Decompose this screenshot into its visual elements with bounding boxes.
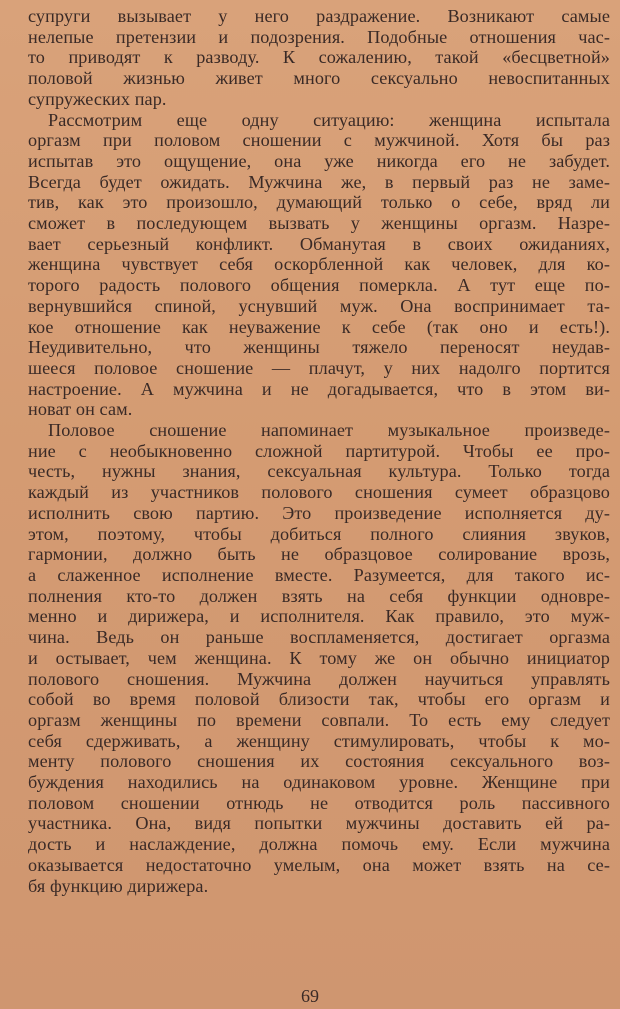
text-line: полового сношения. Мужчина должен научиться управлять [28, 668, 610, 689]
text-line: каждый из участников полового сношения сумеет образцово [28, 482, 610, 503]
text-line: Всегда будет ожидать. Мужчина же, в первый раз не заме- [28, 171, 610, 192]
text-line: испытав это ощущение, она уже никогда его не забудет. [28, 150, 610, 171]
text-line: нелепые претензии и подозрения. Подобные отношения час- [28, 26, 610, 47]
text-line: себя сдерживать, а женщину стимулировать, чтобы к мо- [28, 730, 610, 751]
text-line: бя функцию дирижера. [28, 875, 209, 896]
paragraph [28, 420, 610, 896]
text-line: женщина чувствует себя оскорбленной как человек, для ко- [28, 254, 610, 275]
text-line: оргазм женщины по времени совпали. То есть ему следует [28, 709, 610, 730]
text-line: гармонии, должно быть не образцовое солирование врозь, [28, 544, 610, 565]
text-line: оказывается недостаточно умелым, она может взять на се- [28, 854, 610, 875]
text-line: участника. Она, видя попытки мужчины доставить ей ра- [28, 813, 610, 834]
text-line: то приводят к разводу. К сожалению, такой «бесцветной» [28, 47, 610, 68]
text-line: супруги вызывает у него раздражение. Возникают самые [28, 6, 610, 26]
text-line: сможет в последующем вызвать у женщины оргазм. Назре- [28, 213, 610, 234]
page-number: 69 [301, 986, 319, 1006]
text-line: половой жизнью живет много сексуально невоспитанных [28, 68, 610, 89]
text-line: шееся половое сношение — плачут, у них надолго портится [28, 357, 610, 378]
text-line: честь, нужны знания, сексуальная культура. Только тогда [28, 461, 610, 482]
text-line: чина. Ведь он раньше воспламеняется, достигает оргазма [28, 627, 610, 648]
paragraph [28, 110, 610, 421]
text-line: собой во время половой близости так, чтобы его оргазм и [28, 689, 610, 710]
text-line: менно и дирижера, и исполнителя. Как правило, это муж- [28, 606, 610, 627]
text-line: оргазм при половом сношении с мужчиной. Хотя бы раз [28, 130, 610, 151]
text-line: Половое сношение напоминает музыкальное произведе- [48, 420, 610, 441]
text-line: менту полового сношения их состояния сексуального воз- [28, 751, 610, 772]
text-line: этом, поэтому, чтобы добиться полного слияния звуков, [28, 523, 610, 544]
text-line: новат он сам. [28, 399, 133, 420]
text-line: дость и наслаждение, должна помочь ему. Если мужчина [28, 834, 610, 855]
body-text [28, 6, 610, 896]
paragraph [28, 6, 610, 110]
text-line: исполнить свою партию. Это произведение исполняется ду- [28, 502, 610, 523]
text-line: ние с необыкновенно сложной партитурой. Чтобы ее про- [28, 440, 610, 461]
text-line: настроение. А мужчина и не догадывается, что в этом ви- [28, 378, 610, 399]
text-line: Неудивительно, что женщины тяжело переносят неудав- [28, 337, 610, 358]
text-line: тив, как это произошло, думающий только о себе, вряд ли [28, 192, 610, 213]
text-line: торого радость полового общения померкла. А тут еще по- [28, 275, 610, 296]
text-line: вернувшийся спиной, уснувший муж. Она воспринимает та- [28, 295, 610, 316]
text-line: кое отношение как неуважение к себе (так оно и есть!). [28, 316, 610, 337]
text-line: буждения находились на одинаковом уровне. Женщине при [28, 772, 610, 793]
text-line: Рассмотрим еще одну ситуацию: женщина испытала [48, 109, 610, 130]
text-line: вает серьезный конфликт. Обманутая в своих ожиданиях, [28, 233, 610, 254]
text-line: супружеских пар. [28, 88, 167, 109]
text-line: и остывает, чем женщина. К тому же он обычно инициатор [28, 647, 610, 668]
text-line: половом сношении отнюдь не отводится роль пассивного [28, 792, 610, 813]
text-line: а слаженное исполнение вместе. Разумеется, для такого ис- [28, 564, 610, 585]
text-line: полнения кто-то должен взять на себя функции одновре- [28, 585, 610, 606]
